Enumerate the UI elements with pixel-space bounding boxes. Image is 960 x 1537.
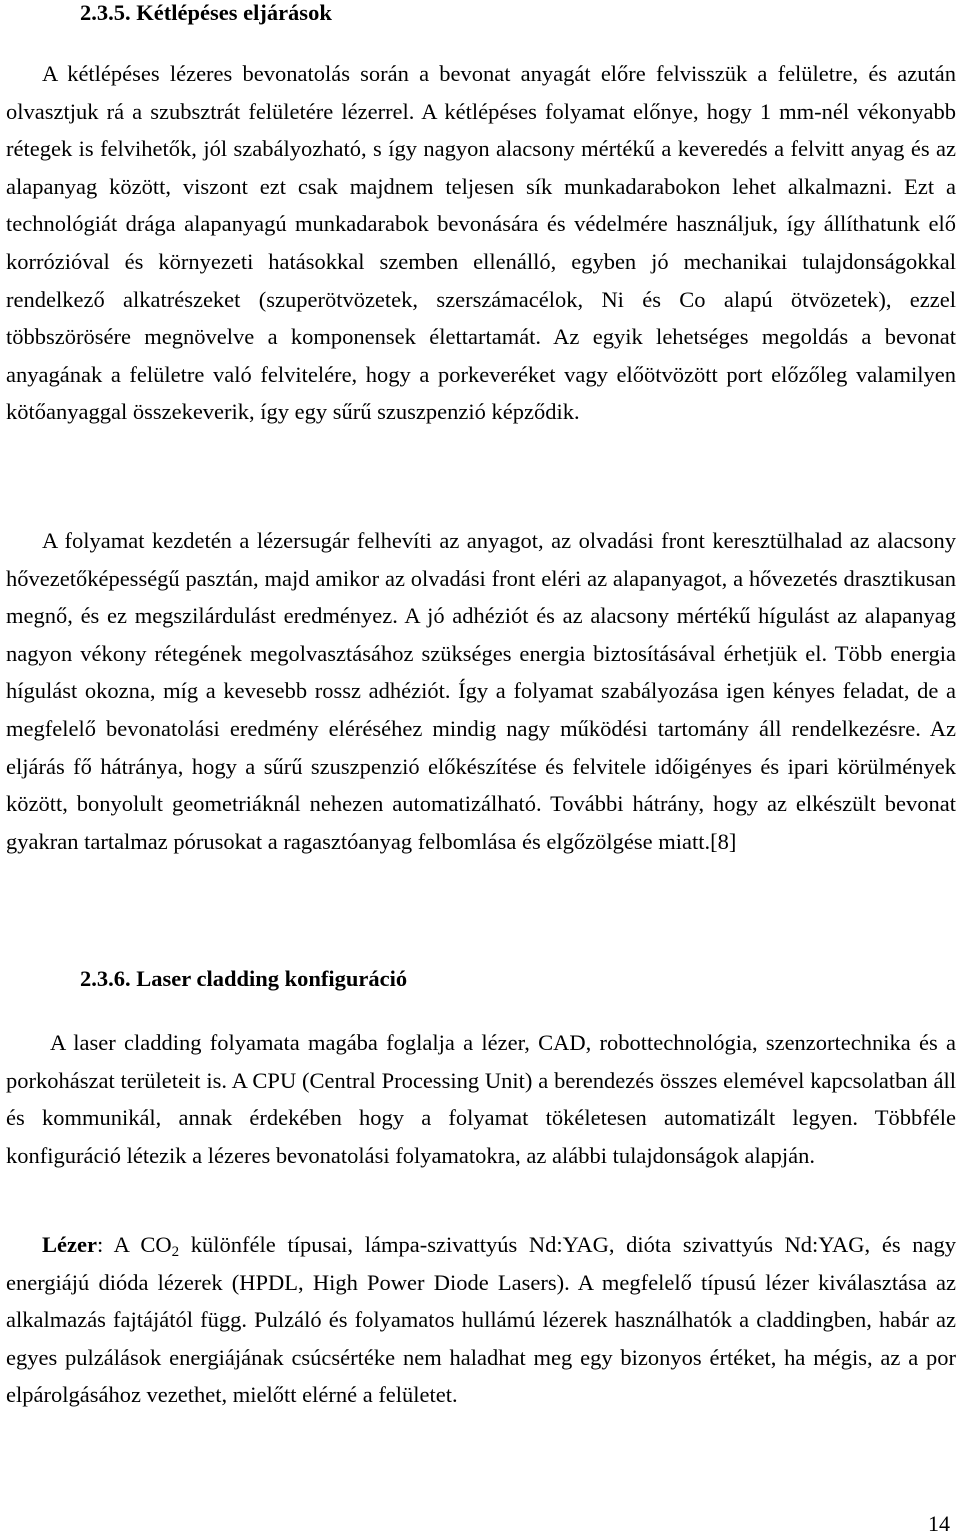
paragraph-text: A folyamat kezdetén a lézersugár felhevíti az anyagot, az olvadási front keresztülhalad az alacsony hővezetőképességű pasztán, majd amikor az olvadási front eléri az alapanyagot, a hővezetés drasztikusan megnő, és ez megszilárdulást eredményez. A jó adhéziót és az alacsony mértékű hígulást az alapanyag nagyon vékony rétegének megolvasztásához szükséges energia biztosításával érhetjük el. Több energia hígulást okozna, míg a kevesebb rossz adhéziót. Így a folyamat szabályozása igen kényes feladat, de a megfelelő bevonatolási eredmény eléréséhez mindig nagy működési tartomány áll rendelkezésre. Az eljárás fő hátránya, hogy a sűrű szuszpenzió előkészítése és felvitele időigényes és ipari körülmények között, bonyolult geometriáknál nehezen automatizálható. További hátrány, hogy az elkészült bevonat gyakran tartalmaz pórusokat a ragasztóanyag felbomlása és elgőzölgése miatt.[8]: [6, 528, 956, 854]
section-heading-ketlepeses: 2.3.5. Kétlépéses eljárások: [80, 0, 332, 25]
paragraph-lezer: [6, 1226, 956, 1414]
section-heading-laser-cladding: 2.3.6. Laser cladding konfiguráció: [80, 966, 408, 991]
term-lezer: Lézer: [42, 1232, 97, 1257]
paragraph-text-continued: különféle típusai, lámpa-szivattyús Nd:YAG, dióta szivattyús Nd:YAG, és nagy energiájú dióda lézerek (HPDL, High Power Diode Lasers). A megfelelő típusú lézer kiválasztása az alkalmazás fajtájától függ. Pulzáló és folyamatos hullámú lézerek használhatók a claddingben, habár az egyes pulzálások energiájának csúcsértéke nem haladhat meg egy bizonyos értéket, ha mégis, az a por elpárolgásához vezethet, mielőtt elérné a felületet.: [6, 1232, 956, 1408]
page-number: 14: [928, 1511, 950, 1536]
paragraph-laser-cladding-intro: [6, 1024, 956, 1174]
paragraph-ketlepeses-intro: [6, 55, 956, 431]
paragraph-text: : A CO: [96, 1232, 172, 1257]
paragraph-text: A laser cladding folyamata magába foglalja a lézer, CAD, robottechnológia, szenzortechnika és a porkohászat területeit is. A CPU (Central Processing Unit) a berendezés összes elemével kapcsolatban áll és kommunikál, annak érdekében hogy a folyamat tökéletesen automatizált legyen. Többféle konfiguráció létezik a lézeres bevonatolási folyamatokra, az alábbi tulajdonságok alapján.: [6, 1030, 956, 1168]
subscript-2: 2: [171, 1244, 180, 1260]
paragraph-folyamat-kezdeten: [6, 522, 956, 860]
paragraph-text: A kétlépéses lézeres bevonatolás során a bevonat anyagát előre felvisszük a felületre, és azután olvasztjuk rá a szubsztrát felületére lézerrel. A kétlépéses folyamat előnye, hogy 1 mm-nél vékonyabb rétegek is felvihetők, jól szabályozható, s így nagyon alacsony mértékű a keveredés a felvitt anyag és az alapanyag között, viszont ezt csak majdnem teljesen sík munkadarabokon lehet alkalmazni. Ezt a technológiát drága alapanyagú munkadarabok bevonására és védelmére használjuk, így állíthatunk elő korrózióval és környezeti hatásokkal szemben ellenálló, egyben jó mechanikai tulajdonságokkal rendelkező alkatrészeket (szuperötvözetek, szerszámacélok, Ni és Co alapú ötvözetek), ezzel többszörösére megnövelve a komponensek élettartamát. Az egyik lehetséges megoldás a bevonat anyagának a felületre való felvitelére, hogy a porkeveréket vagy előötvözött port előzőleg valamilyen kötőanyaggal összekeverik, így egy sűrű szuszpenzió képződik.: [6, 61, 956, 425]
